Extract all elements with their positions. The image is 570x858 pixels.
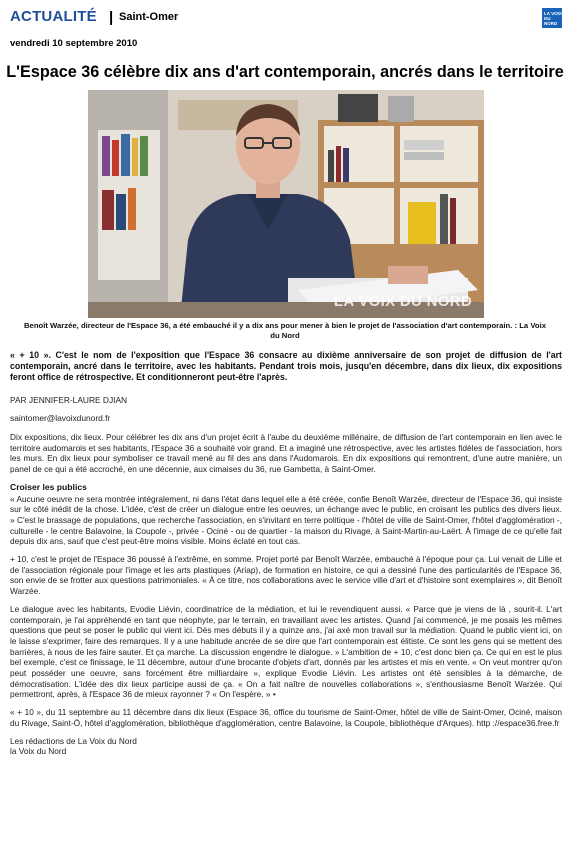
signature <box>10 736 562 757</box>
body-paragraph: Le dialogue avec les habitants, Evodie Liévin, coordinatrice de la médiation, et lui le revendiquent aussi. « Parce que je viens de là , sourit-il. L'art contemporain, je l'ai appréhendé en tant que néophyte, par le terrain, en travaillant avec les artistes. Quand j'ai commencé, je me posais les mêmes questions que peut se poser le public qui vient ici. Dès mes débuts il y a quinze ans, j'ai axé mon travail sur la médiation. Quand le public vient ici, on le laisse s'exprimer, faire des remarques. Il y a une habitude ancrée de se dire que l'art contemporain est élitiste. Ce sont les gens qui se mettent des barrières, à nous de les faire sauter. Et ça marche. La discussion engendre le dialogue. » L'ambition de + 10, c'est donc bien ça. Ce qui en est le plus bel exemple, c'est ce finissage, le 11 décembre, autour d'une brocante d'objets d'art, donnés par les artistes et mis en vente. « On veut montrer qu'on peut posséder une oeuvre, sans forcément être milliardaire », explique Evodie Liévin. Les artistes ont été sensibles à la démarche, de démocratisation. L'idée des dix lieux participe aussi de ça. « On a fait naître de nouvelles collaborations », s'enthousiasme Benoît Warzée. Qui permettront, après, à l'Espace 36 de mieux rayonner ? « On l'espère. » • <box>10 603 562 700</box>
article-title: L'Espace 36 célèbre dix ans d'art contemporain, ancrés dans le territoire <box>6 63 564 81</box>
article-body <box>10 432 562 757</box>
article-header <box>10 8 562 32</box>
newspaper-logo <box>542 8 562 28</box>
logo-line-1: LA VOIX <box>544 10 562 16</box>
signature-line: la Voix du Nord <box>10 746 67 757</box>
logo-line-3: NORD <box>544 20 558 26</box>
city-label: Saint-Omer <box>119 11 179 23</box>
header-separator: | <box>109 9 114 26</box>
article-photo <box>88 90 484 318</box>
signature-line: Les rédactions de La Voix du Nord <box>10 735 137 746</box>
section-label: ACTUALITÉ <box>10 8 97 25</box>
body-paragraph: + 10, c'est le projet de l'Espace 36 poussé à l'extrême, en somme. Projet porté par Benoît Warzée, embauché à l'époque pour ça. Lui venait de Lille et de l'association régionale pour l'image et les arts plastiques (Ariap), de formation en histoire, ce qui a dessiné l'une des particularités de l'Espace 36, son envie de se frotter aux questions patrimoniales. « À ce titre, nos collaborations avec le service ville d'art et d'histoire sont exemplaires », dit Benoît Warzée. <box>10 554 562 597</box>
logo-line-2: DU <box>544 15 551 21</box>
photo-illustration <box>88 90 484 318</box>
publication-date: vendredi 10 septembre 2010 <box>10 38 138 49</box>
photo-caption: Benoît Warzée, directeur de l'Espace 36, a été embauché il y a dix ans pour mener à bien le projet de l'association d'art contemporain. : La Voix du Nord <box>24 321 546 340</box>
body-paragraph: « Aucune oeuvre ne sera montrée intégralement, ni dans l'état dans lequel elle a été créée, confie Benoît Warzée, directeur de l'Espace 36, qui insiste sur le côté inédit de la chose. L'idée, c'est de créer un dialogue entre les oeuvres, un échange avec le public, en croisant les publics des divers lieux. » C'est le brassage de populations, que recherche l'association, en s'invitant en terre politique - l'hôtel de ville de Saint-Omer, l'hôtel d'agglomération -, culturelle - le centre Balavoine, la Coupole -, privée - Ociné - ou de quartier - la maison du Rivage, à Saint-Martin-au-Laërt. À l'image de ce qu'elle fait depuis dix ans, sauf que c'est peut-être moins visible. Moins éclaté en tout cas. <box>10 493 562 547</box>
body-paragraph: Dix expositions, dix lieux. Pour célébrer les dix ans d'un projet écrit à l'aube du deuxième millénaire, de diffusion de l'art contemporain en lien avec le territoire audomarois et ses habitants, l'Espace 36 a souhaité voir grand. Et a imaginé une rétrospective, avec les artistes fidèles de l'association, hors les murs. En dix lieux pour symboliser ce travail mené au fil des ans dans l'Audomarois. En dix expositions qui remontrent, d'une autre manière, un panel de ce qui a été accroché, en une décennie, aux cimaises du 36, rue Gambetta, à Saint-Omer. <box>10 432 562 475</box>
article-lead: « + 10 ». C'est le nom de l'exposition que l'Espace 36 consacre au dixième anniversaire de son projet de diffusion de l'art contemporain, ancré dans le territoire, avec les habitants. Pendant trois mois, jusqu'en décembre, dans dix lieux, dix expositions feront office de rétrospective. Et conditionneront peut-être l'après. <box>10 350 562 382</box>
body-subheading: Croiser les publics <box>10 481 87 492</box>
photo-watermark: LA VOIX DU NORD <box>333 293 472 310</box>
event-info: « + 10 », du 11 septembre au 11 décembre dans dix lieux (Espace 36, office du tourisme de Saint-Omer, hôtel de ville de Saint-Omer, Ociné, maison du Rivage, Saint-Ö, hôtel d'agglomération, bibliothèque d'agglomération, centre Balavoine, la Coupole, bibliothèque d'Arques). http ://espace36.free.fr <box>10 707 562 728</box>
author-email: saintomer@lavoixdunord.fr <box>10 413 111 423</box>
byline: PAR JENNIFER-LAURE DJIAN <box>10 395 128 405</box>
